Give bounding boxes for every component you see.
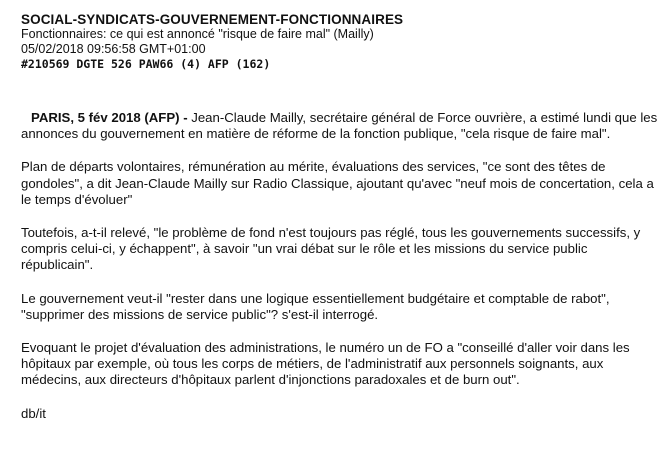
article-dateline: PARIS, 5 fév 2018 (AFP) -	[31, 110, 188, 125]
article-paragraph-4: Evoquant le projet d'évaluation des administrations, le numéro un de FO a "conseillé d'aller voir dans les hôpitaux par exemple, où tous les corps de métiers, de l'administratif aux personnels soignants, aux médecins, aux directeurs d'hôpitaux parlent d'injonctions paradoxales et de burn out".	[21, 340, 630, 388]
article-paragraph-1: Plan de départs volontaires, rémunération au mérite, évaluations des services, "ce sont des têtes de gondoles", a dit Jean-Claude Mailly sur Radio Classique, ajoutant qu'avec "neuf mois de concertation, cela a le temps d'évoluer"	[21, 159, 654, 207]
dispatch-datetime: 05/02/2018 09:56:58 GMT+01:00	[21, 42, 206, 56]
dispatch-title: Fonctionnaires: ce qui est annoncé "risque de faire mal" (Mailly)	[21, 27, 374, 41]
dispatch-header	[21, 12, 651, 72]
dispatch-reference: #210569 DGTE 526 PAW66 (4) AFP (162)	[21, 57, 271, 71]
dispatch-category: SOCIAL-SYNDICATS-GOUVERNEMENT-FONCTIONNAIRES	[21, 12, 404, 27]
article-lead-text: Jean-Claude Mailly, secrétaire général de Force ouvrière, a estimé lundi que les annonces du gouvernement en matière de réforme de la fonction publique, "cela risque de faire mal".	[21, 110, 658, 142]
article-paragraph-2: Toutefois, a-t-il relevé, "le problème de fond n'est toujours pas réglé, tous les gouvernements successifs, y compris celui-ci, y échappent", à savoir "un vrai débat sur le rôle et les missions du service public républicain".	[21, 225, 641, 273]
article-signature: db/it	[21, 405, 46, 421]
article-paragraph-3: Le gouvernement veut-il "rester dans une logique essentiellement budgétaire et comptable de rabot", "supprimer des missions de service public"? s'est-il interrogé.	[21, 290, 610, 322]
article-lead-paragraph	[21, 110, 661, 142]
article-body	[21, 110, 661, 439]
